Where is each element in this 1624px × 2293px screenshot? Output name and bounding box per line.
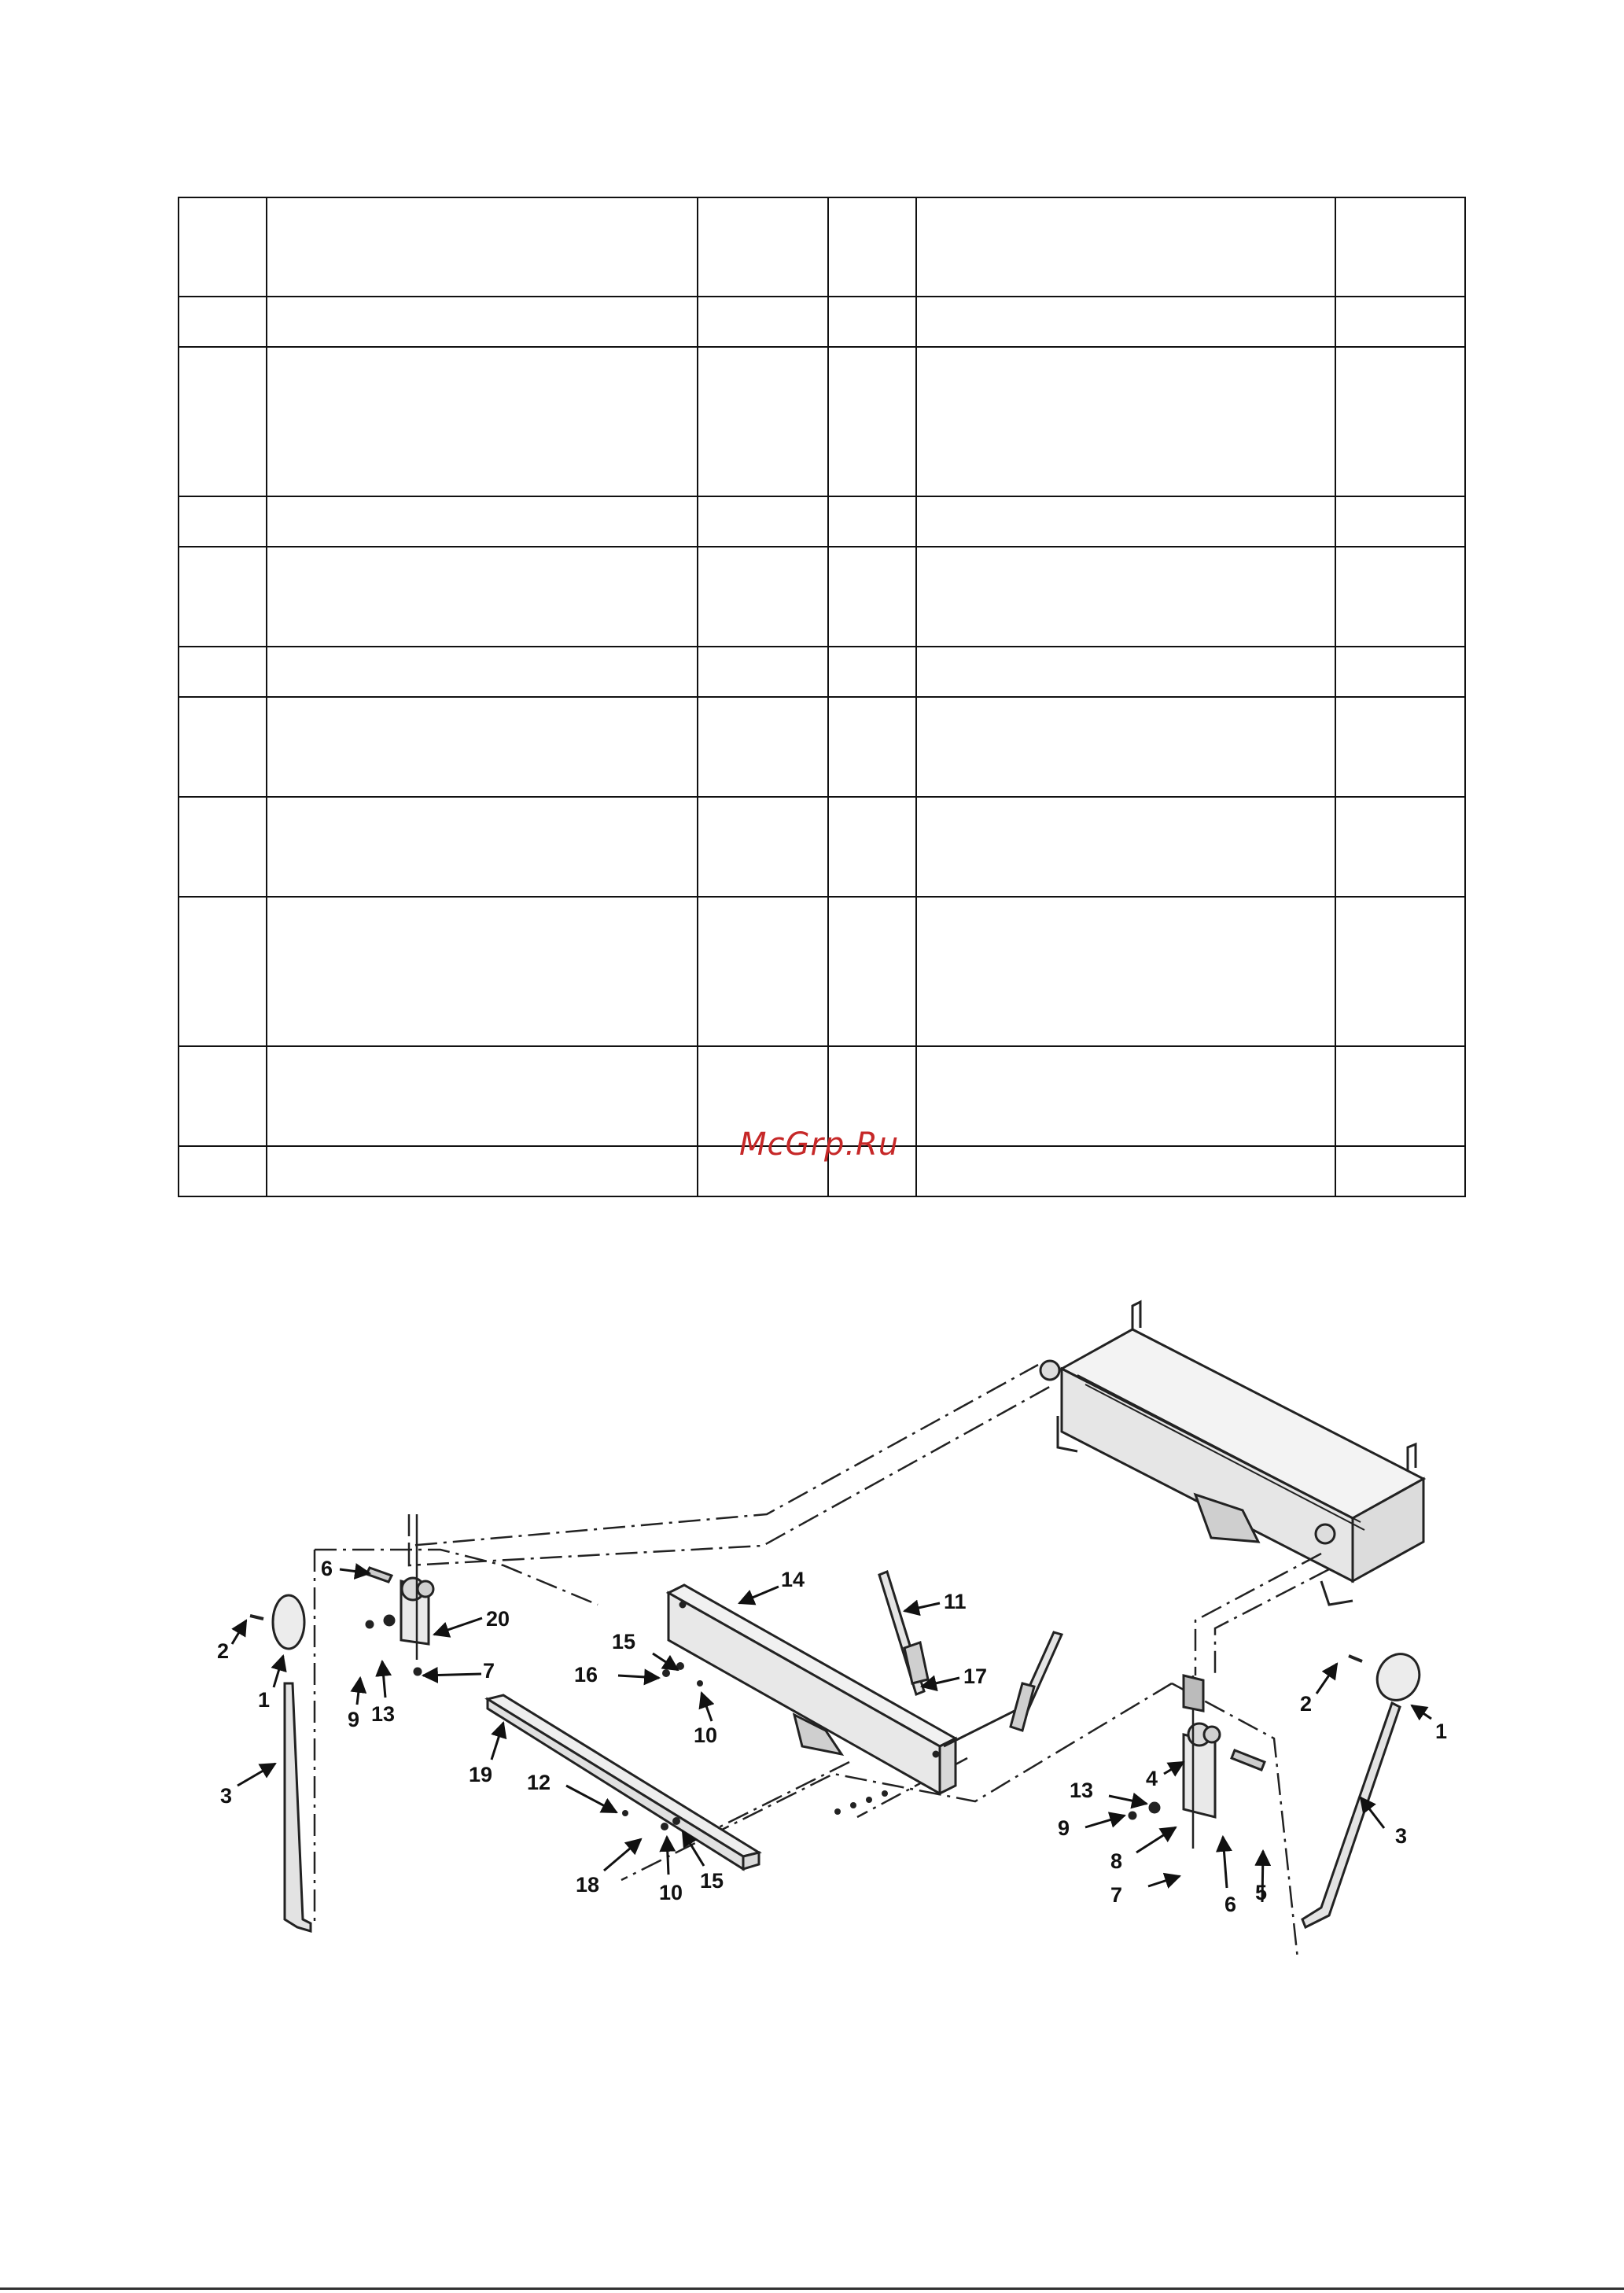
table-cell (179, 697, 267, 797)
callout-18: 18 (576, 1873, 600, 1897)
table-cell (916, 547, 1335, 647)
table-cell (267, 797, 698, 897)
table-cell (267, 297, 698, 347)
table-cell (1335, 1146, 1465, 1196)
callout-19: 19 (469, 1763, 493, 1786)
table-cell (828, 297, 916, 347)
table-cell (1335, 496, 1465, 547)
table-row (179, 797, 1465, 897)
callout-6-left: 6 (321, 1557, 333, 1580)
callout-14: 14 (781, 1568, 805, 1591)
table-row (179, 647, 1465, 697)
callout-2-left: 2 (217, 1639, 230, 1663)
callout-3-right: 3 (1395, 1824, 1408, 1848)
table-cell (698, 347, 828, 496)
table-cell (916, 347, 1335, 496)
callout-20: 20 (486, 1607, 510, 1631)
table-cell (828, 797, 916, 897)
table-cell (698, 297, 828, 347)
callout-13-left: 13 (371, 1702, 396, 1726)
callout-13-right: 13 (1070, 1779, 1094, 1802)
table-row (179, 697, 1465, 797)
table-cell (698, 697, 828, 797)
table-cell (267, 697, 698, 797)
table-cell (1335, 347, 1465, 496)
table-cell (916, 496, 1335, 547)
callout-8: 8 (1110, 1849, 1123, 1873)
table-cell (267, 1046, 698, 1146)
center-beam (668, 1585, 956, 1793)
callout-7-left: 7 (483, 1659, 495, 1683)
table-cell (179, 647, 267, 697)
table-cell (1335, 1046, 1465, 1146)
table-cell (267, 347, 698, 496)
callout-7-right: 7 (1110, 1883, 1123, 1907)
left-handle (250, 1595, 311, 1931)
exploded-parts-diagram (0, 1259, 1624, 1967)
parts-list-table (178, 197, 1466, 1197)
table-cell (179, 547, 267, 647)
table-cell (1335, 547, 1465, 647)
table-row (179, 347, 1465, 496)
table-cell (179, 297, 267, 347)
left-bracket-assembly (366, 1514, 433, 1675)
callout-11: 11 (944, 1590, 967, 1613)
table-cell (698, 197, 828, 297)
table-cell (916, 647, 1335, 697)
table-cell (267, 496, 698, 547)
callout-12: 12 (527, 1771, 551, 1794)
table-cell (267, 197, 698, 297)
table-row (179, 547, 1465, 647)
callout-17: 17 (963, 1664, 988, 1688)
watermark: McGrp.Ru (739, 1126, 900, 1163)
table-cell (179, 797, 267, 897)
table-cell (916, 697, 1335, 797)
callout-5: 5 (1255, 1881, 1268, 1904)
right-bracket-assembly (1129, 1676, 1265, 1849)
table-cell (916, 1046, 1335, 1146)
table-cell (179, 347, 267, 496)
callout-2-right: 2 (1300, 1692, 1313, 1716)
callout-10-top: 10 (694, 1723, 718, 1747)
table-cell (267, 897, 698, 1046)
table-row (179, 496, 1465, 547)
callout-9-left: 9 (348, 1708, 360, 1731)
table-cell (698, 496, 828, 547)
table-row (179, 897, 1465, 1046)
callout-6-right: 6 (1224, 1893, 1237, 1916)
table-cell (698, 797, 828, 897)
callout-9-right: 9 (1058, 1816, 1070, 1840)
table-cell (698, 647, 828, 697)
table-row (179, 297, 1465, 347)
table-row (179, 197, 1465, 297)
page-bottom-rule (0, 2287, 1624, 2290)
table-cell (916, 1146, 1335, 1196)
callout-4: 4 (1146, 1767, 1158, 1790)
table-cell (828, 197, 916, 297)
table-cell (1335, 797, 1465, 897)
table-cell (267, 547, 698, 647)
callout-16: 16 (574, 1663, 598, 1687)
callout-1-left: 1 (258, 1688, 271, 1712)
table-cell (267, 647, 698, 697)
table-cell (916, 897, 1335, 1046)
callout-1-right: 1 (1435, 1720, 1448, 1743)
table-cell (267, 1146, 698, 1196)
table-cell (828, 347, 916, 496)
table-cell (698, 547, 828, 647)
table-cell (1335, 297, 1465, 347)
table-cell (916, 797, 1335, 897)
table-cell (179, 897, 267, 1046)
machine-frame (1040, 1302, 1423, 1605)
table-cell (179, 197, 267, 297)
table-cell (916, 297, 1335, 347)
table-cell (1335, 647, 1465, 697)
callout-15-top: 15 (612, 1630, 636, 1653)
table-cell (828, 547, 916, 647)
table-cell (698, 897, 828, 1046)
table-cell (828, 897, 916, 1046)
table-cell (828, 697, 916, 797)
table-cell (179, 1146, 267, 1196)
table-cell (179, 496, 267, 547)
table-cell (828, 496, 916, 547)
table-cell (1335, 197, 1465, 297)
table-cell (1335, 697, 1465, 797)
table-cell (916, 197, 1335, 297)
table-cell (828, 647, 916, 697)
table-cell (1335, 897, 1465, 1046)
callout-3-left: 3 (220, 1784, 233, 1808)
callout-15-bottom: 15 (700, 1869, 724, 1893)
callout-10-bottom: 10 (659, 1881, 683, 1904)
table-cell (179, 1046, 267, 1146)
